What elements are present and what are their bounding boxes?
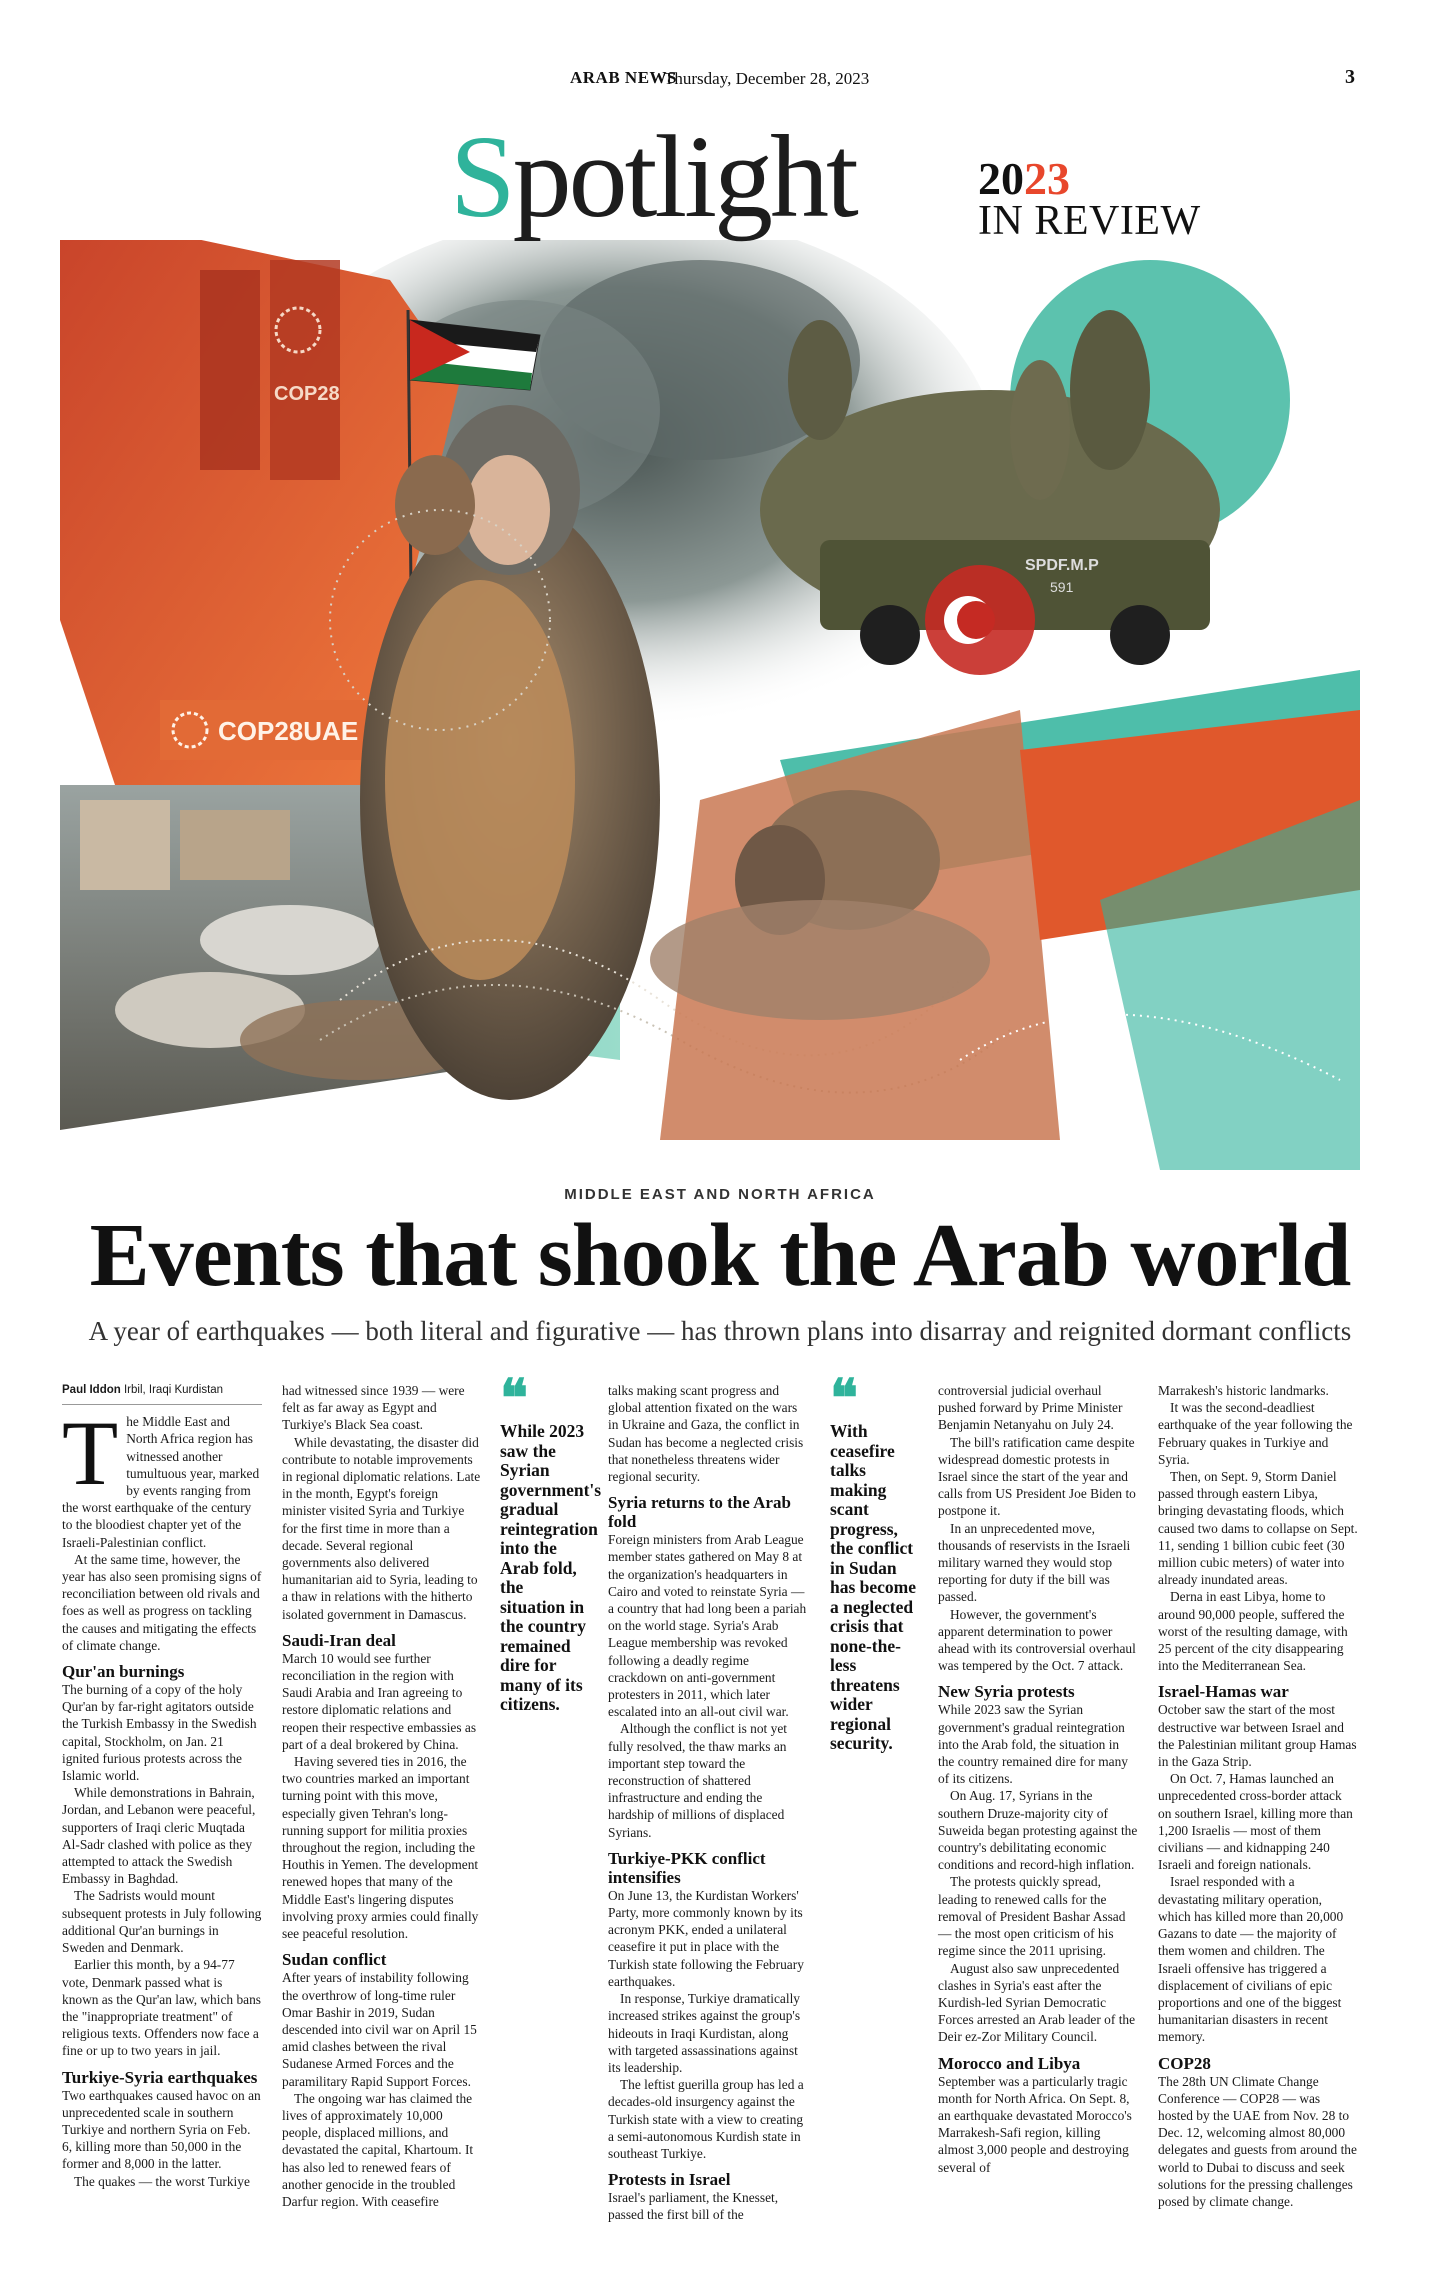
child-figure	[385, 580, 575, 980]
paragraph: While 2023 saw the Syrian government's gradual reintegration into the Arab fold, the situation in the country remained dire for many of its citizens.	[938, 1702, 1128, 1787]
paragraph: While devastating, the disaster did contribute to notable improvements in regional diplomatic relations. Late in the month, Egypt's foreign minister visited Syria and Turkiye for the first time in more than a decade. Several regional governments also delivered humanitarian aid to Syria, leading to a thaw in relations with the hitherto isolated government in Damascus.	[282, 1434, 481, 1622]
column-1	[62, 1382, 262, 2190]
column-3	[608, 1382, 808, 2224]
paragraph: At the same time, however, the year has also seen promising signs of reconciliation between old rivals and foes as well as progress on tackling the causes and mitigating the effects of climate change.	[62, 1551, 262, 1653]
subhead: Morocco and Libya	[938, 2053, 1081, 2073]
article-body	[62, 1368, 1380, 2252]
paragraph: On June 13, the Kurdistan Workers' Party, more commonly known by its acronym PKK, ended a unilateral ceasefire it put in place with the Turkish state following the February earthquakes.	[608, 1887, 804, 1989]
pull-quote-text: With ceasefire talks making scant progress, the conflict in Sudan has become a neglected crisis that none-the-less threatens wider regional security.	[830, 1421, 917, 1753]
paragraph: The protests quickly spread, leading to renewed calls for the removal of President Bashar Assad — the most open criticism of his regime since the 2011 uprising.	[938, 1874, 1126, 1959]
subhead: Protests in Israel	[608, 2170, 731, 2190]
year-suffix: 23	[1024, 153, 1070, 204]
soldier-figure	[1070, 310, 1150, 470]
paragraph: The ongoing war has claimed the lives of approximately 10,000 people, displaced millions, and devastated the capital, Khartoum. It has also led to renewed fears of another genocide in the troubled Darfur region. With ceasefire	[282, 2090, 474, 2209]
masthead	[0, 68, 1440, 98]
paragraph: Then, on Sept. 9, Storm Daniel passed through eastern Libya, bringing devastating floods, which caused two dams to collapse on Sept. 11, sending 1 billion cubic feet (30 million cubic meters) of water into already inundated areas.	[1158, 1469, 1358, 1588]
subhead: Syria returns to the Arab fold	[608, 1493, 791, 1532]
paragraph: Derna in east Libya, home to around 90,000 people, suffered the worst of the resulting damage, with 25 percent of the city disappearing into the Mediterranean Sea.	[1158, 1589, 1348, 1674]
soldier-figure	[788, 320, 852, 440]
quote-icon: ❝	[500, 1368, 528, 1429]
publication-name: ARAB NEWS	[570, 68, 677, 87]
flood-building	[180, 810, 290, 880]
paragraph: October saw the start of the most destructive war between Israel and the Palestinian militant group Hamas in the Gaza Strip.	[1158, 1702, 1357, 1770]
pull-quote-2	[830, 1368, 920, 1754]
paragraph: Marrakesh's historic landmarks.	[1158, 1383, 1329, 1398]
turkish-flag-crescent-cut	[957, 601, 995, 639]
deck: A year of earthquakes — both literal and figurative — has thrown plans into disarray and reignited dormant conflicts	[88, 1316, 1352, 1346]
pull-quote-text: While 2023 saw the Syrian government's gradual reintegration into the Arab fold, the situation in the country remained dire for many of its citizens.	[500, 1421, 602, 1714]
vehicle-number-text: 591	[1050, 579, 1074, 595]
pull-quote-1	[500, 1368, 602, 1715]
column-4	[938, 1382, 1138, 2176]
subhead: Sudan conflict	[282, 1950, 387, 1970]
paragraph: August also saw unprecedented clashes in Syria's east after the Kurdish-led Syrian Democratic Forces arrested an Arab leader of the Deir ez-Zor Military Council.	[938, 1960, 1136, 2045]
subhead: COP28	[1158, 2053, 1211, 2073]
vehicle-wheel	[860, 605, 920, 665]
paragraph: Earlier this month, by a 94-77 vote, Denmark passed what is known as the Qur'an law, which bans the "inappropriate treatment" of religious texts. Offenders now face a fine or up to two years in jail.	[62, 1957, 262, 2059]
subhead: Turkiye-PKK conflict intensifies	[608, 1848, 766, 1887]
collage-svg	[60, 240, 1360, 1170]
paragraph: Israel's parliament, the Knesset, passed the first bill of the	[608, 2190, 779, 2223]
subhead: Qur'an burnings	[62, 1662, 185, 1682]
paragraph: talks making scant progress and global attention fixated on the wars in Ukraine and Gaza, the conflict in Sudan has become a neglected crisis that nonetheless threatens wider regional security.	[608, 1383, 804, 1485]
year-label	[978, 153, 1070, 204]
spotlight-initial: S	[450, 111, 513, 242]
vehicle-wheel	[1110, 605, 1170, 665]
column-5	[1158, 1382, 1358, 2210]
year-prefix: 20	[978, 153, 1024, 204]
cop28-flag	[200, 270, 260, 470]
paragraph: The quakes — the worst Turkiye	[74, 2173, 250, 2189]
paragraph: On Oct. 7, Hamas launched an unprecedented cross-border attack on southern Israel, killing more than 1,200 Israelis — most of them civilians — and kidnapping 240 Israeli and foreign nationals.	[1158, 1771, 1353, 1873]
paragraph: The leftist guerilla group has led a decades-old insurgency against the Turkish state with a view to creating a semi-autonomous Kurdish state in southeast Turkiye.	[608, 2077, 804, 2161]
paragraph: controversial judicial overhaul pushed forward by Prime Minister Benjamin Netanyahu on July 24.	[938, 1383, 1123, 1433]
drop-cap: T	[62, 1402, 119, 1505]
in-review-label: IN REVIEW	[978, 198, 1201, 244]
child-head	[395, 455, 475, 555]
paragraph: In response, Turkiye dramatically increased strikes against the group's hideouts in Iraqi Kurdistan, along with targeted assassinations against its leadership.	[608, 1991, 801, 2075]
lead-paragraph: The Middle East and North Africa region has witnessed another tumultuous year, marked by events ranging from the worst earthquake of the century to the bloodiest chapter yet of the Israeli-Palestinian conflict.	[62, 1402, 260, 1550]
quote-icon: ❝	[830, 1368, 858, 1429]
paragraph: In an unprecedented move, thousands of reservists in the Israeli military warned they would stop reporting for duty if the bill was passed.	[938, 1520, 1131, 1605]
wrecked-car	[200, 905, 380, 975]
paragraph: Having severed ties in 2016, the two countries marked an important turning point with this move, especially given Tehran's long-running support for militia proxies throughout the region, including the Houthis in Yemen. The development renewed hopes that many of the Middle East's lingering disputes involving proxy armies could finally see peaceful resolution.	[282, 1754, 479, 1942]
section-kicker: MIDDLE EAST AND NORTH AFRICA	[564, 1186, 876, 1203]
paragraph: Two earthquakes caused havoc on an unprecedented scale in southern Turkiye and northern Syria on Feb. 6, killing more than 50,000 in the former and 8,000 in the latter.	[62, 2087, 261, 2172]
cop28-banner-text: COP28UAE	[218, 716, 359, 746]
paragraph: The Sadrists would mount subsequent protests in July following additional Qur'an burnings in Sweden and Denmark.	[62, 1888, 262, 1956]
paragraph: However, the government's apparent determination to power ahead with its controversial overhaul was tempered by the Oct. 7 attack.	[938, 1606, 1136, 1674]
paragraph: On Aug. 17, Syrians in the southern Druze-majority city of Suweida began protesting against the country's debilitating economic conditions and record-high inflation.	[938, 1788, 1138, 1873]
rubble	[650, 900, 990, 1020]
paragraph: had witnessed since 1939 — were felt as far away as Egypt and Turkiye's Black Sea coast.	[282, 1383, 465, 1433]
vehicle-plate-text: SPDF.M.P	[1025, 557, 1099, 574]
paragraph: Although the conflict is not yet fully resolved, the thaw marks an important step toward the reconstruction of shattered infrastructure and ending the hardship of millions of displaced Syrians.	[608, 1721, 787, 1840]
column-2	[282, 1382, 482, 2210]
page-number: 3	[1345, 66, 1355, 88]
author-name: Paul Iddon	[62, 1384, 121, 1396]
subhead: New Syria protests	[938, 1682, 1075, 1702]
hero-illustration	[60, 240, 1360, 1170]
paragraph: September was a particularly tragic month for North Africa. On Sept. 8, an earthquake devastated Morocco's Marrakesh-Safi region, killing almost 3,000 people and destroying several of	[938, 2073, 1132, 2175]
paragraph: While demonstrations in Bahrain, Jordan, and Lebanon were peaceful, supporters of Iraqi cleric Muqtada Al-Sadr clashed with police as they attempted to attack the Swedish Embassy in Baghdad.	[62, 1785, 256, 1887]
cop28-flag	[270, 260, 340, 480]
paragraph: Foreign ministers from Arab League member states gathered on May 8 at the organization's headquarters in Cairo and voted to reinstate Syria — a country that had long been a pariah on the world stage. Syria's Arab League membership was revoked following a deadly regime crackdown on anti-government protesters in 2011, which later escalated into an all-out civil war.	[608, 1532, 807, 1720]
paragraph: The 28th UN Climate Change Conference — COP28 — was hosted by the UAE from Nov. 28 to Dec. 12, welcoming almost 80,000 delegates and guests from around the world to Dubai to discuss and seek solutions for the pressing challenges posed by climate change.	[1158, 2073, 1357, 2209]
subhead: Turkiye-Syria earthquakes	[62, 2067, 258, 2087]
subhead: Saudi-Iran deal	[282, 1630, 396, 1650]
soldier-figure	[1010, 360, 1070, 500]
paragraph: The burning of a copy of the holy Qur'an by far-right agitators outside the Turkish Embassy in the Swedish capital, Stockholm, on Jan. 21 ignited furious protests across the Islamic world.	[62, 1682, 257, 1784]
spotlight-logo	[450, 111, 856, 242]
cop28-flag-text: COP28	[274, 383, 340, 405]
paragraph: March 10 would see further reconciliation in the region with Saudi Arabia and Iran agreeing to restore diplomatic relations and reopen their respective embassies as part of a deal brokered by China.	[282, 1650, 477, 1752]
paragraph: After years of instability following the overthrow of long-time ruler Omar Bashir in 2019, Sudan descended into civil war on April 15 amid clashes between the rival Sudanese Armed Forces and the paramilitary Rapid Support Forces.	[282, 1970, 477, 2089]
paragraph: Israel responded with a devastating military operation, which has killed more than 20,000 Gazans to date — the majority of them women and children. The Israeli offensive has triggered a displacement of civilians of epic proportions and one of the biggest humanitarian disasters in recent memory.	[1158, 1874, 1344, 2045]
woman-face	[466, 455, 550, 565]
spotlight-rest: potlight	[512, 111, 856, 242]
author-location: Irbil, Iraqi Kurdistan	[123, 1384, 224, 1396]
issue-date: Thursday, December 28, 2023	[664, 69, 870, 88]
headline: Events that shook the Arab world	[89, 1206, 1351, 1305]
paragraph: It was the second-deadliest earthquake of the year following the February quakes in Turkiye and Syria.	[1158, 1400, 1353, 1467]
subhead: Israel-Hamas war	[1158, 1682, 1289, 1702]
flood-building	[80, 800, 170, 890]
paragraph: The bill's ratification came despite widespread domestic protests in Israel since the start of the year and calls from US President Joe Biden to postpone it.	[938, 1434, 1136, 1519]
